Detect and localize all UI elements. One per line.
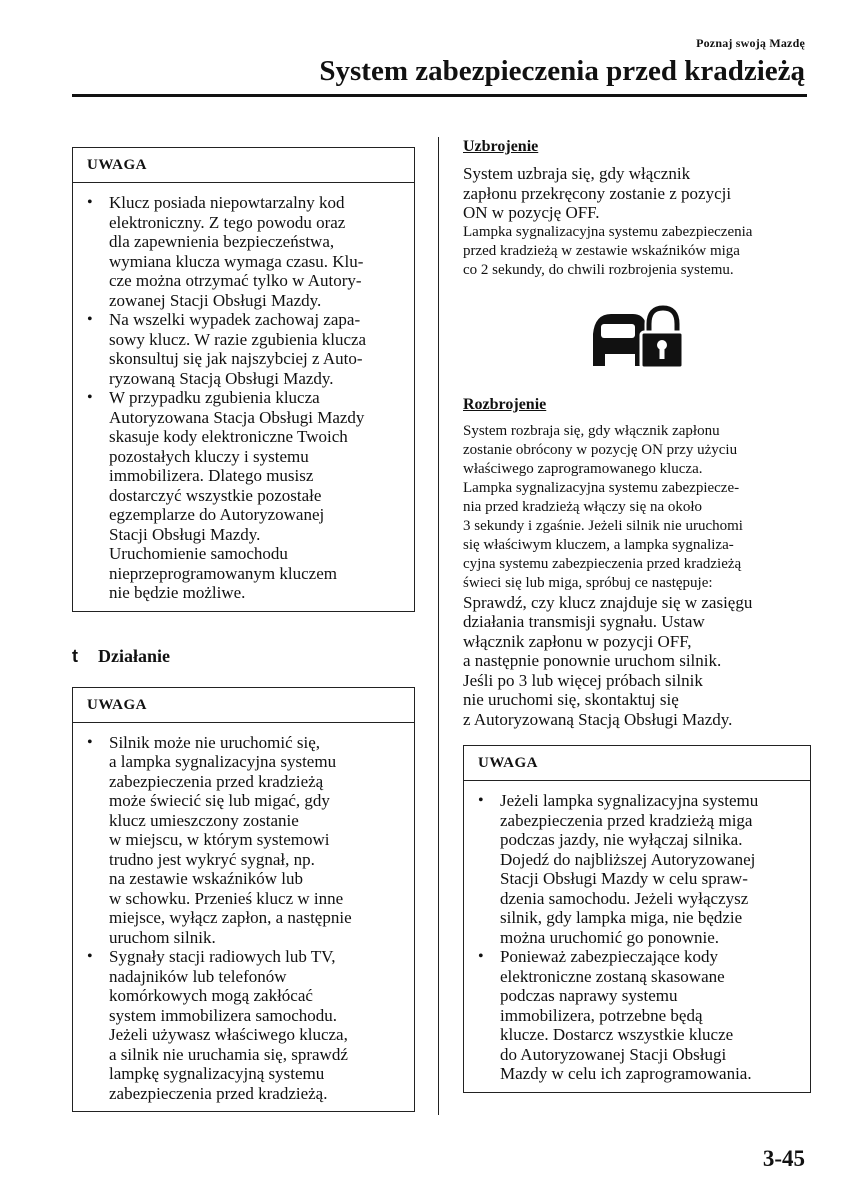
- subheading-disarming: Rozbrojenie: [463, 395, 547, 413]
- arming-paragraph: System uzbraja się, gdy włącznik zapłonu przekręcony zostanie z pozycji ON w pozycję OFF.: [463, 164, 732, 222]
- list-item: • Klucz posiada niepowtarzalny kod elektroniczny. Z tego powodu oraz dla zapewnienia bezpieczeństwa, wymiana klucza wymaga czasu. Klu- cze można otrzymać tylko w Autory- zowanej Stacji Obsługi Mazdy.: [109, 193, 404, 310]
- disarming-instructions: Sprawdź, czy klucz znajduje się w zasięgu działania transmisji sygnału. Ustaw włącznik zapłonu w pozycji OFF, a następnie ponownie uruchom silnik. Jeśli po 3 lub więcej próbach silnik nie uruchomi się, skontaktuj się z Autoryzowaną Stacją Obsługi Mazdy.: [463, 592, 753, 729]
- subheading-arming: Uzbrojenie: [463, 138, 539, 155]
- note-title: UWAGA: [73, 688, 414, 723]
- note-title: UWAGA: [464, 746, 810, 781]
- list-item: • Silnik może nie uruchomić się, a lampka sygnalizacyjna systemu zabezpieczenia przed kradzieżą może świecić się lub migać, gdy klucz umieszczony zostanie w miejscu, w którym systemowi trudno jest wykryć sygnał, np. na zestawie wskaźników lub w schowku. Przenieś klucz w inne miejsce, wyłącz zapłon, a następnie uruchom silnik.: [109, 733, 404, 948]
- left-column: [72, 147, 415, 1112]
- list-item: • Ponieważ zabezpieczające kody elektroniczne zostaną skasowane podczas naprawy systemu immobilizera, potrzebne będą klucze. Dostarcz wszystkie klucze do Autoryzowanej Stacji Obsługi Mazdy w celu ich zaprogramowania.: [500, 947, 800, 1084]
- list-item: • W przypadku zgubienia klucza Autoryzowana Stacja Obsługi Mazdy skasuje kody elektroniczne Twoich pozostałych kluczy i systemu immobilizera. Dlatego musisz dostarczyć wszystkie pozostałe egzemplarze do Autoryzowanej Stacji Obsługi Mazdy. Uruchomienie samochodu nieprzeprogramowanym kluczem nie będzie możliwe.: [109, 388, 404, 603]
- page-number: 3-45: [762, 1146, 805, 1171]
- right-column: [463, 138, 811, 1093]
- list-item: • Na wszelki wypadek zachowaj zapa- sowy klucz. W razie zgubienia klucza skonsultuj się jak najszybciej z Auto- ryzowaną Stacją Obsługi Mazdy.: [109, 310, 404, 388]
- note-list: [73, 183, 414, 611]
- header-rule: [72, 94, 807, 97]
- section-title: Działanie: [98, 645, 170, 666]
- disarming-paragraph: System rozbraja się, gdy włącznik zapłonu zostanie obrócony w pozycję ON przy użyciu właściwego zaprogramowanego klucza. Lampka sygnalizacyjna systemu zabezpiecze- nia przed kradzieżą włączy się na około 3 sekundy i zgaśnie. Jeżeli silnik nie uruchomi się właściwym kluczem, a lampka sygnaliza- cyjna systemu zabezpieczenia przed kradzieżą świeci się lub miga, spróbuj ce następuje:: [463, 422, 743, 591]
- note-box-driving: [463, 745, 811, 1093]
- page-title: System zabezpieczenia przed kradzieżą: [319, 55, 805, 87]
- note-title: UWAGA: [73, 148, 414, 183]
- security-indicator-icon: [589, 304, 685, 370]
- note-list: [464, 781, 810, 1092]
- list-item: • Sygnały stacji radiowych lub TV, nadajników lub telefonów komórkowych mogą zakłócać system immobilizera samochodu. Jeżeli używasz właściwego klucza, a silnik nie uruchamia się, sprawdź lampkę sygnalizacyjną systemu zabezpieczenia przed kradzieżą.: [109, 947, 404, 1103]
- section-marker: t: [72, 645, 78, 666]
- note-box-operation: [72, 687, 415, 1113]
- security-indicator: [463, 304, 811, 370]
- note-list: [73, 723, 414, 1112]
- section-heading-operation: [72, 646, 415, 667]
- list-item: • Jeżeli lampka sygnalizacyjna systemu zabezpieczenia przed kradzieżą miga podczas jazdy, nie wyłączaj silnika. Dojedź do najbliższej Autoryzowanej Stacji Obsługi Mazdy w celu spraw- dzenia samochodu. Jeżeli wyłączysz silnik, gdy lampka miga, nie będzie można uruchomić go ponownie.: [500, 791, 800, 947]
- column-divider: [438, 137, 439, 1115]
- header-section-label: Poznaj swoją Mazdę: [696, 36, 805, 50]
- arming-indicator-paragraph: Lampka sygnalizacyjna systemu zabezpieczenia przed kradzieżą w zestawie wskaźników miga co 2 sekundy, do chwili rozbrojenia systemu.: [463, 223, 753, 278]
- note-box-key: [72, 147, 415, 612]
